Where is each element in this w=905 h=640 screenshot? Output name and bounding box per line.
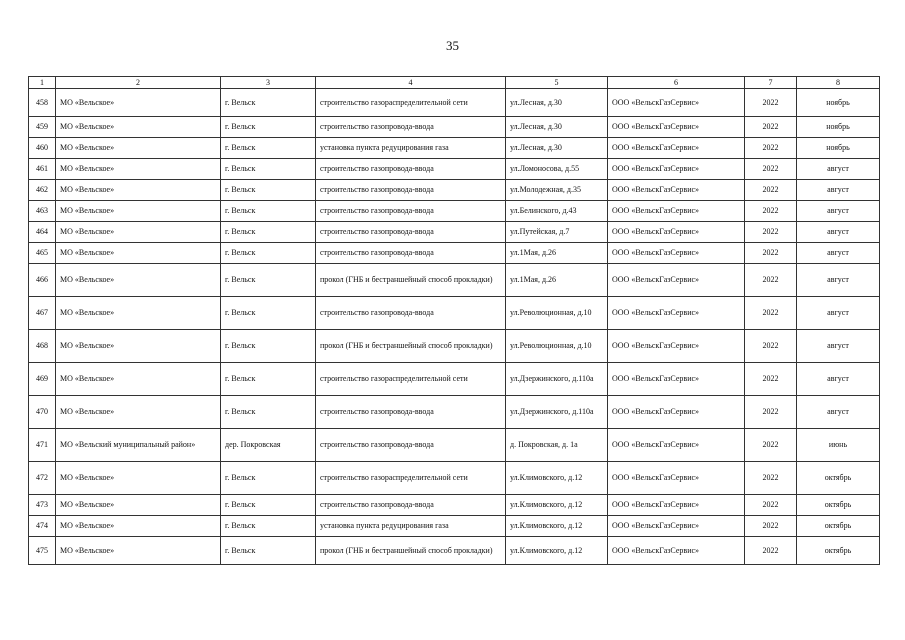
contractor-cell: ООО «ВельскГазСервис»	[608, 138, 745, 159]
address-cell: ул.Климовского, д.12	[506, 495, 608, 516]
year-cell: 2022	[745, 516, 797, 537]
row-number: 469	[29, 363, 56, 396]
year-cell: 2022	[745, 495, 797, 516]
page-number: 35	[446, 38, 459, 53]
table-row	[29, 516, 880, 537]
municipality-cell: МО «Вельское»	[56, 138, 221, 159]
work-type-cell: строительство газораспределительной сети	[316, 89, 506, 117]
address-cell: ул.Лесная, д.30	[506, 89, 608, 117]
settlement-cell: г. Вельск	[221, 396, 316, 429]
month-cell: октябрь	[797, 462, 880, 495]
month-cell: август	[797, 363, 880, 396]
row-number: 465	[29, 243, 56, 264]
year-cell: 2022	[745, 89, 797, 117]
month-cell: ноябрь	[797, 89, 880, 117]
settlement-cell: г. Вельск	[221, 180, 316, 201]
settlement-cell: г. Вельск	[221, 495, 316, 516]
table-row	[29, 222, 880, 243]
month-cell: август	[797, 180, 880, 201]
row-number: 458	[29, 89, 56, 117]
address-cell: ул.Революционная, д.10	[506, 330, 608, 363]
settlement-cell: г. Вельск	[221, 330, 316, 363]
month-cell: ноябрь	[797, 138, 880, 159]
address-cell: ул.1Мая, д.26	[506, 243, 608, 264]
work-type-cell: строительство газораспределительной сети	[316, 363, 506, 396]
settlement-cell: г. Вельск	[221, 537, 316, 565]
work-type-cell: установка пункта редуцирования газа	[316, 516, 506, 537]
work-type-cell: строительство газопровода-ввода	[316, 201, 506, 222]
contractor-cell: ООО «ВельскГазСервис»	[608, 180, 745, 201]
table-row	[29, 201, 880, 222]
municipality-cell: МО «Вельское»	[56, 117, 221, 138]
municipality-cell: МО «Вельское»	[56, 462, 221, 495]
contractor-cell: ООО «ВельскГазСервис»	[608, 516, 745, 537]
address-cell: д. Покровская, д. 1а	[506, 429, 608, 462]
month-cell: август	[797, 159, 880, 180]
month-cell: август	[797, 297, 880, 330]
work-type-cell: строительство газопровода-ввода	[316, 180, 506, 201]
address-cell: ул.Дзержинского, д.110а	[506, 396, 608, 429]
column-header: 4	[316, 77, 506, 89]
row-number: 474	[29, 516, 56, 537]
municipality-cell: МО «Вельское»	[56, 537, 221, 565]
year-cell: 2022	[745, 330, 797, 363]
row-number: 460	[29, 138, 56, 159]
contractor-cell: ООО «ВельскГазСервис»	[608, 201, 745, 222]
settlement-cell: г. Вельск	[221, 222, 316, 243]
year-cell: 2022	[745, 222, 797, 243]
year-cell: 2022	[745, 363, 797, 396]
year-cell: 2022	[745, 117, 797, 138]
contractor-cell: ООО «ВельскГазСервис»	[608, 159, 745, 180]
municipality-cell: МО «Вельское»	[56, 495, 221, 516]
settlement-cell: г. Вельск	[221, 516, 316, 537]
row-number: 470	[29, 396, 56, 429]
address-cell: ул.Климовского, д.12	[506, 462, 608, 495]
settlement-cell: г. Вельск	[221, 243, 316, 264]
column-header: 3	[221, 77, 316, 89]
work-type-cell: прокол (ГНБ и бестраншейный способ прокладки)	[316, 264, 506, 297]
settlement-cell: г. Вельск	[221, 138, 316, 159]
row-number: 471	[29, 429, 56, 462]
settlement-cell: г. Вельск	[221, 462, 316, 495]
municipality-cell: МО «Вельское»	[56, 243, 221, 264]
municipality-cell: МО «Вельское»	[56, 264, 221, 297]
row-number: 462	[29, 180, 56, 201]
municipality-cell: МО «Вельское»	[56, 297, 221, 330]
year-cell: 2022	[745, 537, 797, 565]
year-cell: 2022	[745, 429, 797, 462]
work-type-cell: строительство газопровода-ввода	[316, 396, 506, 429]
contractor-cell: ООО «ВельскГазСервис»	[608, 429, 745, 462]
work-type-cell: строительство газопровода-ввода	[316, 429, 506, 462]
work-type-cell: строительство газопровода-ввода	[316, 243, 506, 264]
table-row	[29, 89, 880, 117]
municipality-cell: МО «Вельское»	[56, 180, 221, 201]
settlement-cell: г. Вельск	[221, 363, 316, 396]
row-number: 459	[29, 117, 56, 138]
table-row	[29, 159, 880, 180]
address-cell: ул.Лесная, д.30	[506, 138, 608, 159]
column-header: 7	[745, 77, 797, 89]
row-number: 467	[29, 297, 56, 330]
row-number: 475	[29, 537, 56, 565]
row-number: 464	[29, 222, 56, 243]
settlement-cell: дер. Покровская	[221, 429, 316, 462]
column-header: 5	[506, 77, 608, 89]
month-cell: июнь	[797, 429, 880, 462]
settlement-cell: г. Вельск	[221, 117, 316, 138]
month-cell: август	[797, 243, 880, 264]
table-row	[29, 264, 880, 297]
settlement-cell: г. Вельск	[221, 159, 316, 180]
address-cell: ул.1Мая, д.26	[506, 264, 608, 297]
address-cell: ул.Революционная, д.10	[506, 297, 608, 330]
table-row	[29, 495, 880, 516]
row-number: 468	[29, 330, 56, 363]
work-type-cell: прокол (ГНБ и бестраншейный способ прокладки)	[316, 330, 506, 363]
year-cell: 2022	[745, 462, 797, 495]
work-type-cell: строительство газопровода-ввода	[316, 117, 506, 138]
year-cell: 2022	[745, 138, 797, 159]
column-header: 1	[29, 77, 56, 89]
contractor-cell: ООО «ВельскГазСервис»	[608, 243, 745, 264]
municipality-cell: МО «Вельское»	[56, 89, 221, 117]
contractor-cell: ООО «ВельскГазСервис»	[608, 117, 745, 138]
settlement-cell: г. Вельск	[221, 89, 316, 117]
settlement-cell: г. Вельск	[221, 264, 316, 297]
table-header-row	[29, 77, 880, 89]
table-row	[29, 396, 880, 429]
address-cell: ул.Климовского, д.12	[506, 516, 608, 537]
address-cell: ул.Ломоносова, д.55	[506, 159, 608, 180]
month-cell: август	[797, 222, 880, 243]
year-cell: 2022	[745, 159, 797, 180]
month-cell: август	[797, 396, 880, 429]
year-cell: 2022	[745, 297, 797, 330]
work-type-cell: прокол (ГНБ и бестраншейный способ прокладки)	[316, 537, 506, 565]
year-cell: 2022	[745, 180, 797, 201]
month-cell: октябрь	[797, 495, 880, 516]
address-cell: ул.Лесная, д.30	[506, 117, 608, 138]
gas-works-table	[28, 76, 880, 565]
column-header: 2	[56, 77, 221, 89]
municipality-cell: МО «Вельское»	[56, 396, 221, 429]
work-type-cell: строительство газопровода-ввода	[316, 222, 506, 243]
address-cell: ул.Молодежная, д.35	[506, 180, 608, 201]
month-cell: октябрь	[797, 516, 880, 537]
work-type-cell: строительство газопровода-ввода	[316, 495, 506, 516]
address-cell: ул.Климовского, д.12	[506, 537, 608, 565]
table-row	[29, 117, 880, 138]
year-cell: 2022	[745, 243, 797, 264]
column-header: 6	[608, 77, 745, 89]
settlement-cell: г. Вельск	[221, 201, 316, 222]
month-cell: август	[797, 264, 880, 297]
table-row	[29, 138, 880, 159]
table-row	[29, 429, 880, 462]
work-type-cell: строительство газопровода-ввода	[316, 159, 506, 180]
contractor-cell: ООО «ВельскГазСервис»	[608, 330, 745, 363]
row-number: 472	[29, 462, 56, 495]
table-row	[29, 462, 880, 495]
contractor-cell: ООО «ВельскГазСервис»	[608, 495, 745, 516]
table-row	[29, 330, 880, 363]
month-cell: ноябрь	[797, 117, 880, 138]
settlement-cell: г. Вельск	[221, 297, 316, 330]
contractor-cell: ООО «ВельскГазСервис»	[608, 537, 745, 565]
year-cell: 2022	[745, 264, 797, 297]
table-row	[29, 180, 880, 201]
row-number: 463	[29, 201, 56, 222]
year-cell: 2022	[745, 201, 797, 222]
work-type-cell: строительство газораспределительной сети	[316, 462, 506, 495]
contractor-cell: ООО «ВельскГазСервис»	[608, 363, 745, 396]
municipality-cell: МО «Вельское»	[56, 222, 221, 243]
month-cell: август	[797, 201, 880, 222]
municipality-cell: МО «Вельское»	[56, 159, 221, 180]
month-cell: август	[797, 330, 880, 363]
table-row	[29, 363, 880, 396]
work-type-cell: установка пункта редуцирования газа	[316, 138, 506, 159]
contractor-cell: ООО «ВельскГазСервис»	[608, 396, 745, 429]
table-row	[29, 537, 880, 565]
municipality-cell: МО «Вельское»	[56, 363, 221, 396]
column-header: 8	[797, 77, 880, 89]
year-cell: 2022	[745, 396, 797, 429]
municipality-cell: МО «Вельское»	[56, 330, 221, 363]
work-type-cell: строительство газопровода-ввода	[316, 297, 506, 330]
row-number: 461	[29, 159, 56, 180]
table-row	[29, 243, 880, 264]
contractor-cell: ООО «ВельскГазСервис»	[608, 462, 745, 495]
contractor-cell: ООО «ВельскГазСервис»	[608, 264, 745, 297]
municipality-cell: МО «Вельское»	[56, 516, 221, 537]
row-number: 466	[29, 264, 56, 297]
contractor-cell: ООО «ВельскГазСервис»	[608, 89, 745, 117]
contractor-cell: ООО «ВельскГазСервис»	[608, 222, 745, 243]
row-number: 473	[29, 495, 56, 516]
municipality-cell: МО «Вельское»	[56, 201, 221, 222]
municipality-cell: МО «Вельский муниципальный район»	[56, 429, 221, 462]
contractor-cell: ООО «ВельскГазСервис»	[608, 297, 745, 330]
address-cell: ул.Путейская, д.7	[506, 222, 608, 243]
address-cell: ул.Дзержинского, д.110а	[506, 363, 608, 396]
month-cell: октябрь	[797, 537, 880, 565]
table-row	[29, 297, 880, 330]
address-cell: ул.Белинского, д.43	[506, 201, 608, 222]
